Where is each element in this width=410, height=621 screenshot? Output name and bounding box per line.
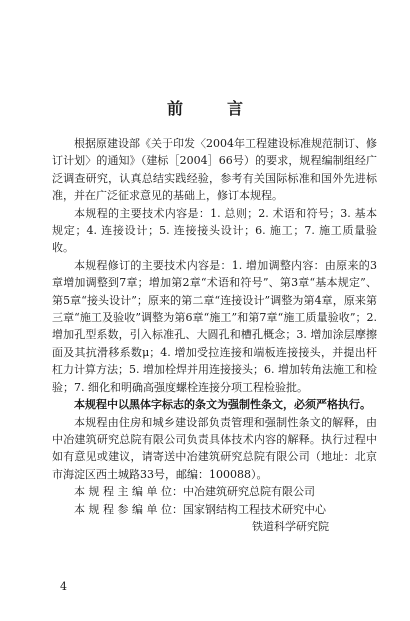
mandatory-clause-note: 本规程中以黑体字标志的条文为强制性条文，必须严格执行。 — [74, 398, 371, 412]
paragraph: 根据原建设部《关于印发〈2004年工程建设标准规范制订、修订计划〉的通知》（建标［2004］66号）的要求，规程编制组经广泛调查研究，认真总结实践经验，参考有关国际标准和国外先进标准，并在广泛征求意见的基础上，修订本规程。 — [52, 137, 377, 203]
paragraph: 本规程由住房和城乡建设部负责管理和强制性条文的解释，由中冶建筑研究总院有限公司负责具体技术内容的解释。执行过程中如有意见或建议，请寄送中冶建筑研究总院有限公司（地址：北京市海淀区西土城路33号，邮编：100088）。 — [52, 415, 377, 481]
participant-line: 铁道科学研究院 — [252, 519, 329, 533]
participant-line: 本 规 程 参 编 单 位：国家钢结构工程技术研究中心 — [74, 502, 326, 516]
page-title: 前 言 — [166, 99, 257, 118]
chief-editor-line: 本 规 程 主 编 单 位：中冶建筑研究总院有限公司 — [74, 485, 315, 499]
paragraph: 本规程的主要技术内容是：1. 总则；2. 术语和符号；3. 基本规定；4. 连接设计；5. 连接接头设计；6. 施工；7. 施工质量验收。 — [52, 206, 377, 255]
paragraph: 本规程修订的主要技术内容是：1. 增加调整内容：由原来的3章增加调整到7章；增加第2章“术语和符号”、第3章“基本规定”、第5章“接头设计”；原来的第二章“连接设计”调整为第4章，原来第三章“施工及验收”调整为第6章“施工”和第7章“施工质量验收”；2. 增加孔型系数，引入标准孔、大圆孔和槽孔概念；3. 增加涂层摩擦面及其抗滑移系数μ；4. 增加受拉连接和端板连接接头，并提出杆杠力计算方法；5. 增加栓焊并用连接接头；6. 增加转角法施工和检验；7. 细化和明确高强度螺栓连接分项工程检验批。 — [52, 258, 377, 394]
body-text — [52, 135, 377, 535]
page-number: 4 — [60, 580, 67, 593]
